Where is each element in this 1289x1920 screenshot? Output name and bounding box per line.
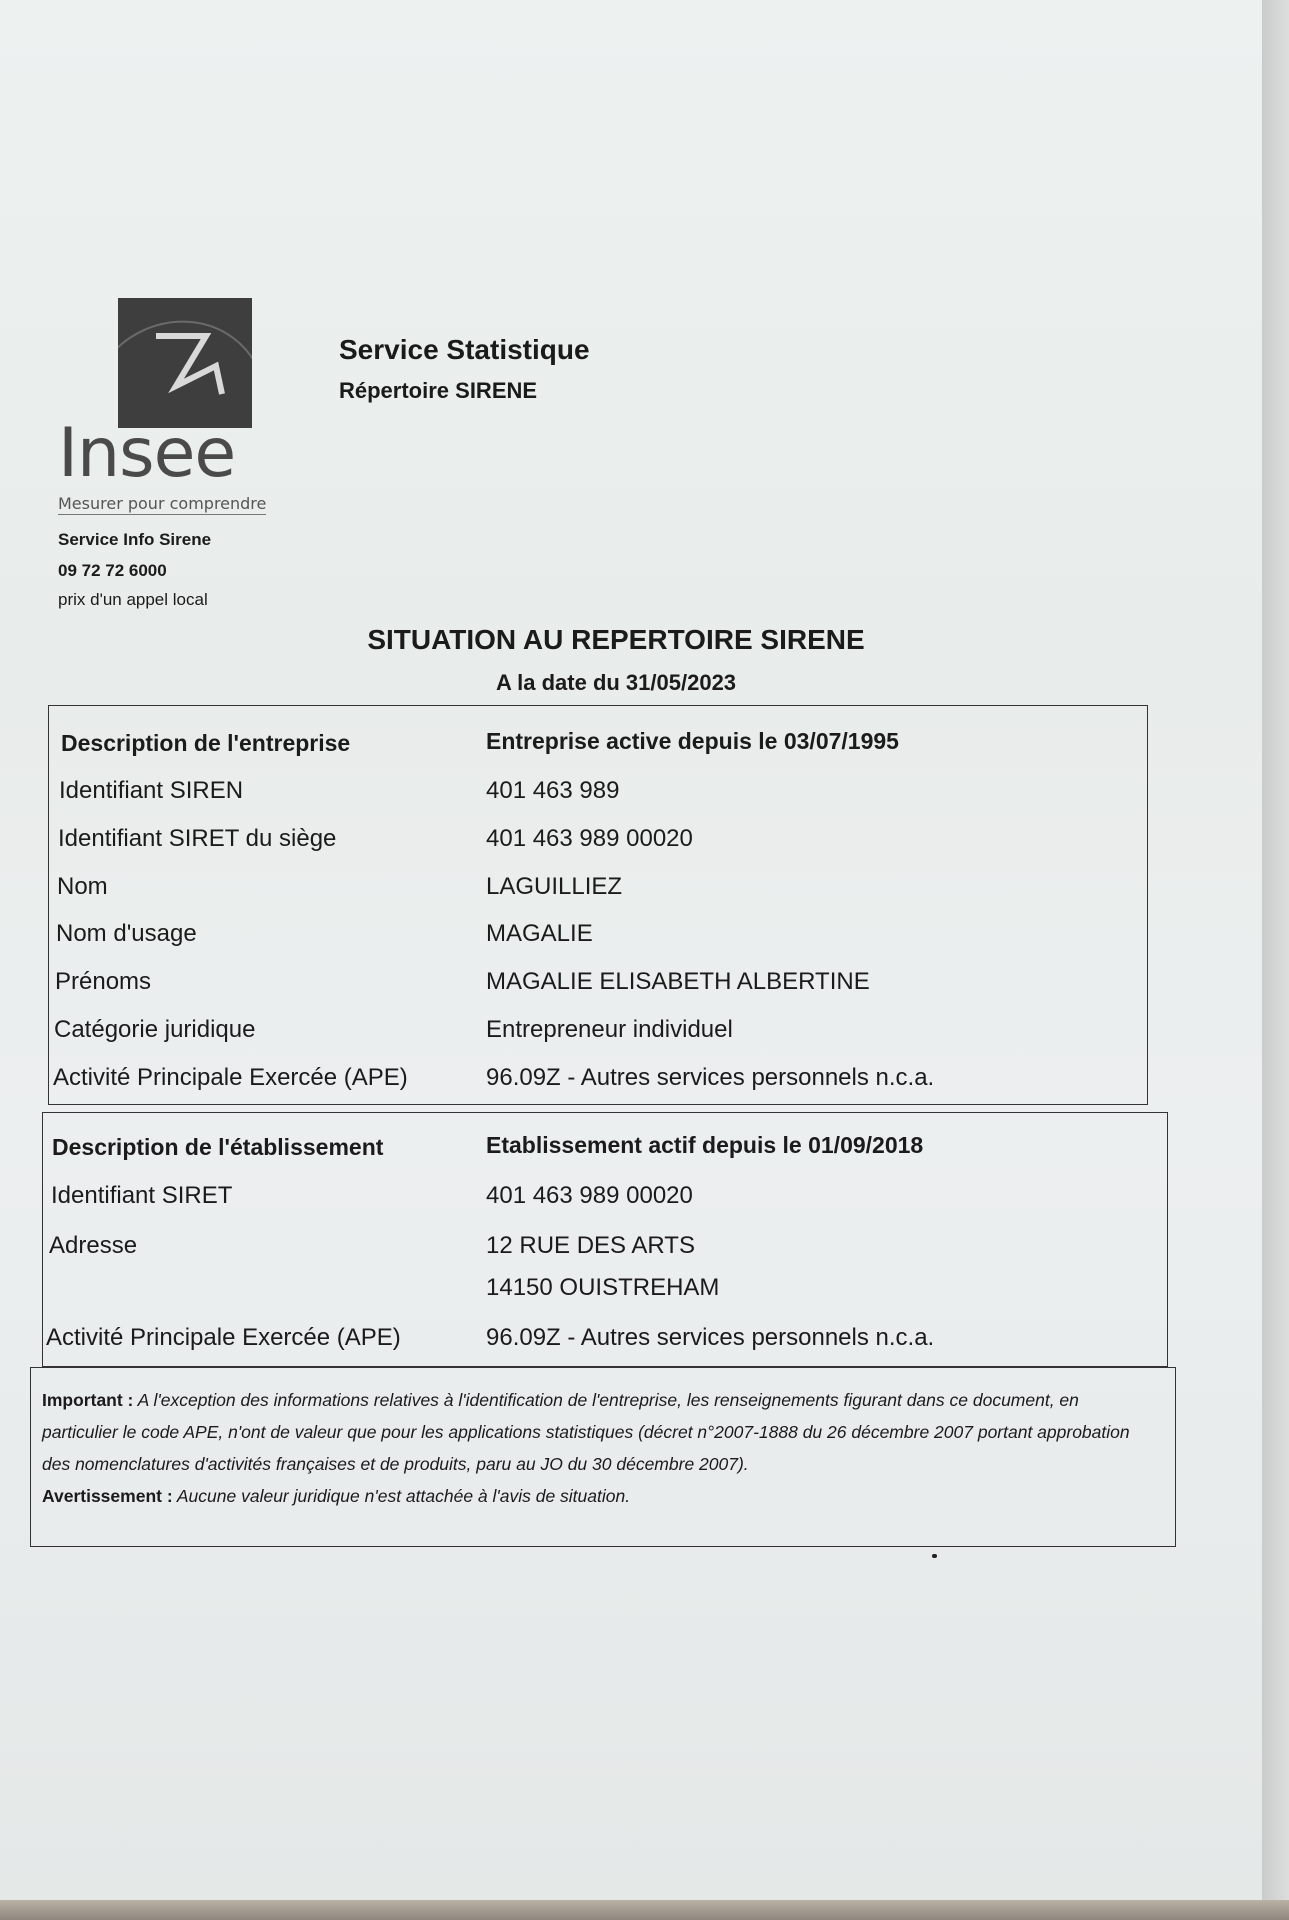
entreprise-status: Entreprise active depuis le 03/07/1995 xyxy=(486,728,899,754)
notice-text xyxy=(42,1384,1158,1512)
row-value: Entrepreneur individuel xyxy=(486,1016,733,1043)
document-title: SITUATION AU REPERTOIRE SIRENE xyxy=(367,624,865,655)
insee-logo-tagline: Mesurer pour comprendre xyxy=(58,494,267,513)
row-label: Adresse xyxy=(49,1232,138,1259)
row-label: Activité Principale Exercée (APE) xyxy=(53,1064,408,1091)
contact-phone: 09 72 72 6000 xyxy=(58,561,167,580)
page-edge xyxy=(1262,0,1289,1900)
row-label: Activité Principale Exercée (APE) xyxy=(46,1324,401,1351)
address-line-1: 12 RUE DES ARTS xyxy=(486,1232,695,1259)
row-value: 96.09Z - Autres services personnels n.c.a. xyxy=(486,1324,935,1351)
warning-label: Avertissement : xyxy=(42,1486,173,1506)
row-value: 401 463 989 00020 xyxy=(486,825,693,852)
document-date: A la date du 31/05/2023 xyxy=(495,670,737,695)
row-label: Prénoms xyxy=(55,968,152,995)
row-label: Identifiant SIRET du siège xyxy=(58,825,337,852)
row-value: MAGALIE ELISABETH ALBERTINE xyxy=(486,968,870,995)
address-line-2: 14150 OUISTREHAM xyxy=(486,1274,720,1301)
contact-note: prix d'un appel local xyxy=(58,590,208,609)
row-value: 96.09Z - Autres services personnels n.c.a. xyxy=(486,1064,935,1091)
row-label: Identifiant SIREN xyxy=(59,777,244,804)
entreprise-heading: Description de l'entreprise xyxy=(61,730,351,756)
row-label: Catégorie juridique xyxy=(54,1016,256,1043)
important-label: Important : xyxy=(42,1390,134,1410)
contact-name: Service Info Sirene xyxy=(58,530,212,549)
row-value: 401 463 989 xyxy=(486,777,620,804)
row-value: 401 463 989 00020 xyxy=(486,1182,693,1209)
service-subtitle: Répertoire SIRENE xyxy=(339,378,538,403)
paper-speck xyxy=(932,1554,937,1558)
etablissement-heading: Description de l'établissement xyxy=(52,1134,384,1160)
row-label: Identifiant SIRET xyxy=(51,1182,233,1209)
insee-logo-mark xyxy=(118,298,252,428)
warning-text: Aucune valeur juridique n'est attachée à l'avis de situation. xyxy=(176,1486,631,1506)
insee-logo-wordmark: Insee xyxy=(58,414,236,493)
row-label: Nom xyxy=(57,873,108,900)
row-value: LAGUILLIEZ xyxy=(486,873,623,900)
important-text: A l'exception des informations relatives à l'identification de l'entreprise, les renseignements figurant dans ce document, en particulier le code APE, n'ont de valeur que pour les applications statistiques (décret n°2007-1888 du 26 décembre 2007 portant approbation des nomenclatures d'activités françaises et de produits, paru au JO du 30 décembre 2007). xyxy=(42,1390,1130,1474)
entreprise-section xyxy=(48,705,1148,1105)
row-value: MAGALIE xyxy=(486,920,593,947)
etablissement-status: Etablissement actif depuis le 01/09/2018 xyxy=(486,1132,924,1158)
table-surface xyxy=(0,1900,1289,1920)
service-title: Service Statistique xyxy=(339,334,590,365)
row-label: Nom d'usage xyxy=(56,920,197,947)
